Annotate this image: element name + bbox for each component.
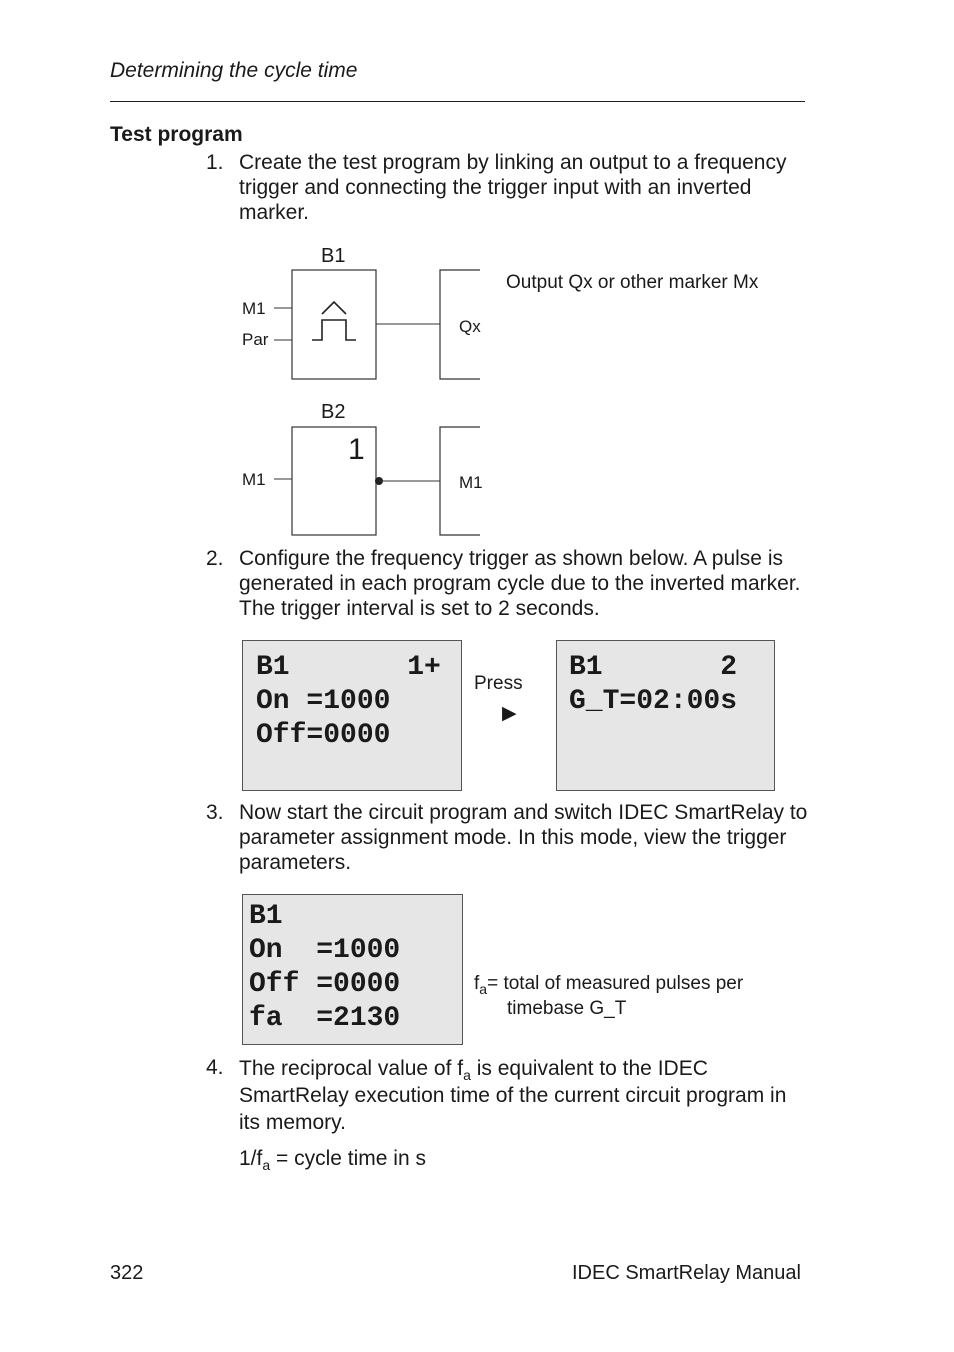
cycle-time-formula [239, 1147, 426, 1171]
lcd1-line-1: B1 1+ [256, 652, 441, 683]
press-label: Press [474, 673, 523, 694]
b1-input-m1-label: M1 [242, 299, 266, 318]
fa-note-line-1 [474, 973, 743, 995]
b2-title: B2 [321, 401, 346, 423]
step-4-text-b: is equivalent to the IDEC SmartRelay execution time of the current circuit program in its memory. [239, 1057, 787, 1134]
lcd-display-3 [242, 894, 463, 1045]
b1-block [292, 270, 376, 379]
fa-note-rest: = total of measured pulses per [487, 973, 744, 994]
formula-b: = cycle time in s [270, 1147, 426, 1170]
step-4-sub: a [463, 1067, 471, 1083]
b2-output-label: M1 [459, 473, 483, 492]
step-2-text: Configure the frequency trigger as shown below. A pulse is generated in each program cycle due to the inverted marker. The trigger interval is set to 2 seconds. [239, 547, 801, 620]
b1-title: B1 [321, 245, 346, 267]
b1-output-label: Qx [459, 317, 481, 336]
step-1-number: 1. [206, 151, 224, 174]
lcd3-line-3: Off =0000 [249, 969, 401, 1000]
lcd3-line-1: B1 [249, 901, 283, 932]
header-rule [110, 101, 805, 102]
fa-note-f: f [474, 973, 480, 994]
lcd3-line-2: On =1000 [249, 935, 401, 966]
fa-note-line-2: timebase G_T [507, 998, 627, 1019]
lcd3-line-4: fa =2130 [249, 1003, 401, 1034]
step-1-text: Create the test program by linking an output to a frequency trigger and connecting the trigger input with an inverted marker. [239, 151, 787, 224]
b2-input-label: M1 [242, 470, 266, 489]
lcd2-line-2: G_T=02:00s [569, 686, 738, 717]
step-4-text-a: The reciprocal value of f [239, 1057, 464, 1080]
step-3-number: 3. [206, 801, 224, 824]
manual-title: IDEC SmartRelay Manual [572, 1262, 801, 1284]
b1-input-par-label: Par [242, 330, 269, 349]
fa-note-sub: a [479, 981, 488, 997]
step-4-text [239, 1055, 809, 1136]
lcd1-line-2: On =1000 [256, 686, 391, 717]
formula-a: 1/f [239, 1147, 263, 1170]
step-2-number: 2. [206, 547, 224, 570]
formula-sub: a [262, 1157, 271, 1173]
lcd1-line-3: Off=0000 [256, 720, 391, 751]
step-4-number: 4. [206, 1056, 224, 1079]
step-3-text: Now start the circuit program and switch IDEC SmartRelay to parameter assignment mode. In this mode, view the trigger parameters. [239, 801, 808, 874]
section-title: Test program [110, 123, 243, 146]
lcd2-line-1: B1 2 [569, 652, 738, 683]
lcd-display-2 [556, 640, 775, 791]
running-header: Determining the cycle time [110, 59, 358, 82]
output-note: Output Qx or other marker Mx [506, 272, 759, 293]
b2-symbol: 1 [348, 433, 365, 466]
right-arrow-icon: ▶ [502, 703, 517, 724]
lcd-display-1 [242, 640, 462, 791]
page-number: 322 [110, 1262, 144, 1284]
